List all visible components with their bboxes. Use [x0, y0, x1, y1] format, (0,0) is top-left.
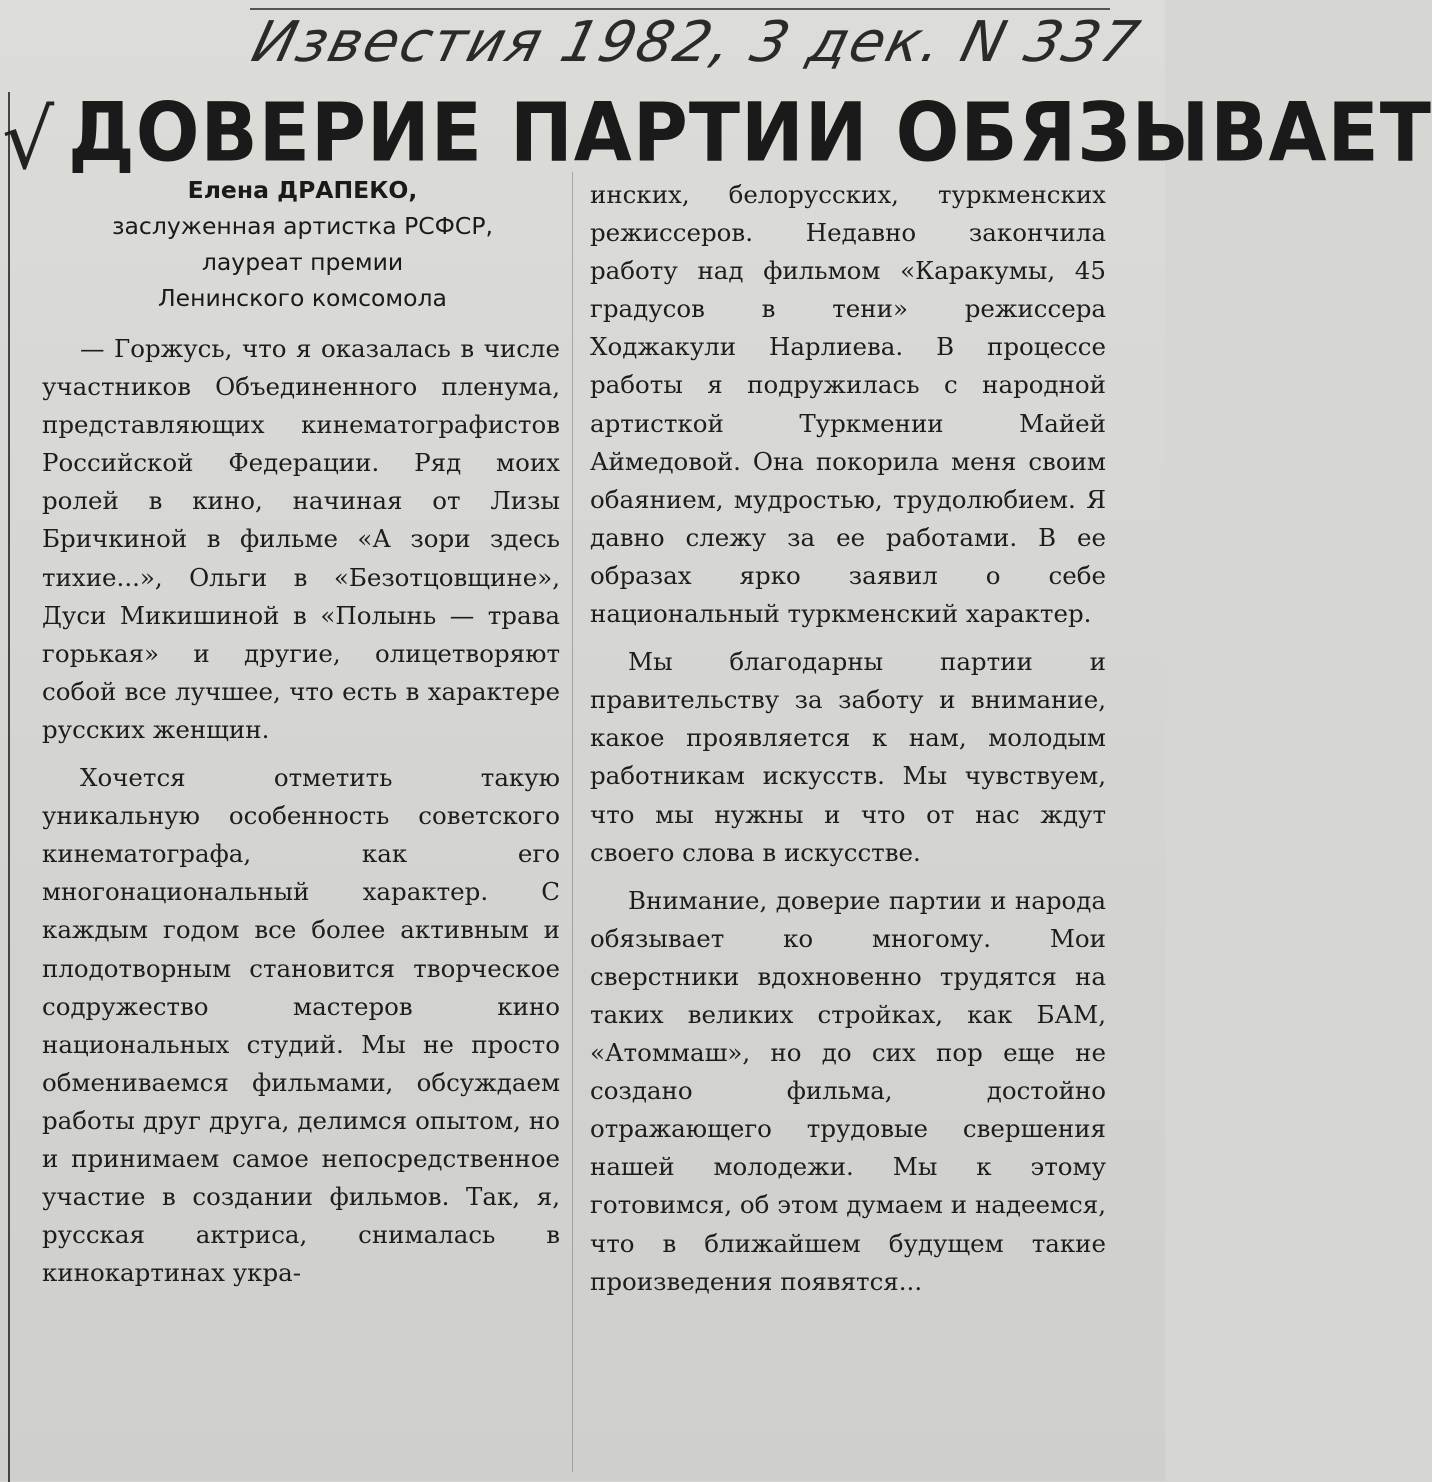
author-title-line3: Ленинского комсомола: [158, 284, 447, 312]
author-name: Елена ДРАПЕКО,: [187, 176, 418, 204]
left-paragraph-1: — Горжусь, что я оказалась в числе участников Объединенного пленума, представляющих кинематографистов Российской Федерации. Ряд моих ролей в кино, начиная от Лизы Бричкиной в фильме «А зори здесь тихие...», Ольги в «Безотцовщине», Дуси Микишиной в «Полынь — трава горькая» и другие, олицетворяют собой все лучшее, что есть в характере русских женщин.: [42, 334, 560, 744]
left-paragraph-2: Хочется отметить такую уникальную особенность советского кинематографа, как его многонациональный характер. С каждым годом все более активным и плодотворным становится творческое содружество мастеров кино национальных студий. Мы не просто обмениваемся фильмами, обсуждаем работы друг друга, делимся опытом, но и принимаем самое непосредственное участие в создании фильмов. Так, я, русская актриса, снималась в кинокартинах укра-: [42, 763, 560, 1288]
column-divider: [572, 172, 573, 1472]
handwritten-source-note: Известия 1982, 3 дек. N 337: [245, 10, 1148, 75]
byline: [40, 172, 565, 316]
right-column: [590, 176, 1106, 1301]
author-title-line1: заслуженная артистка РСФСР,: [112, 212, 493, 240]
right-paragraph-1: инских, белорусских, туркменских режиссеров. Недавно закончила работу над фильмом «Каракумы, 45 градусов в тени» режиссера Ходжакули Нарлиева. В процессе работы я подружилась с народной артисткой Туркмении Майей Аймедовой. Она покорила меня своим обаянием, мудростью, трудолюбием. Я давно слежу за ее работами. В ее образах ярко заявил о себе национальный туркменский характер.: [590, 180, 1106, 629]
left-border-line: [8, 92, 10, 1482]
left-column: [42, 330, 560, 1292]
right-paragraph-2: Мы благодарны партии и правительству за заботу и внимание, какое проявляется к нам, молодым работникам искусств. Мы чувствуем, что мы нужны и что от нас ждут своего слова в искусстве.: [590, 647, 1106, 867]
check-mark-icon: √: [2, 93, 55, 188]
headline: ДОВЕРИЕ ПАРТИИ ОБЯЗЫВАЕТ: [68, 85, 1432, 181]
right-paragraph-3: Внимание, доверие партии и народа обязывает ко многому. Мои сверстники вдохновенно трудятся на таких великих стройках, как БАМ, «Атоммаш», но до сих пор еще не создано фильма, достойно отражающего трудовые свершения нашей молодежи. Мы к этому готовимся, об этом думаем и надеемся, что в ближайшем будущем такие произведения появятся...: [590, 885, 1106, 1296]
author-title-line2: лауреат премии: [201, 248, 404, 276]
